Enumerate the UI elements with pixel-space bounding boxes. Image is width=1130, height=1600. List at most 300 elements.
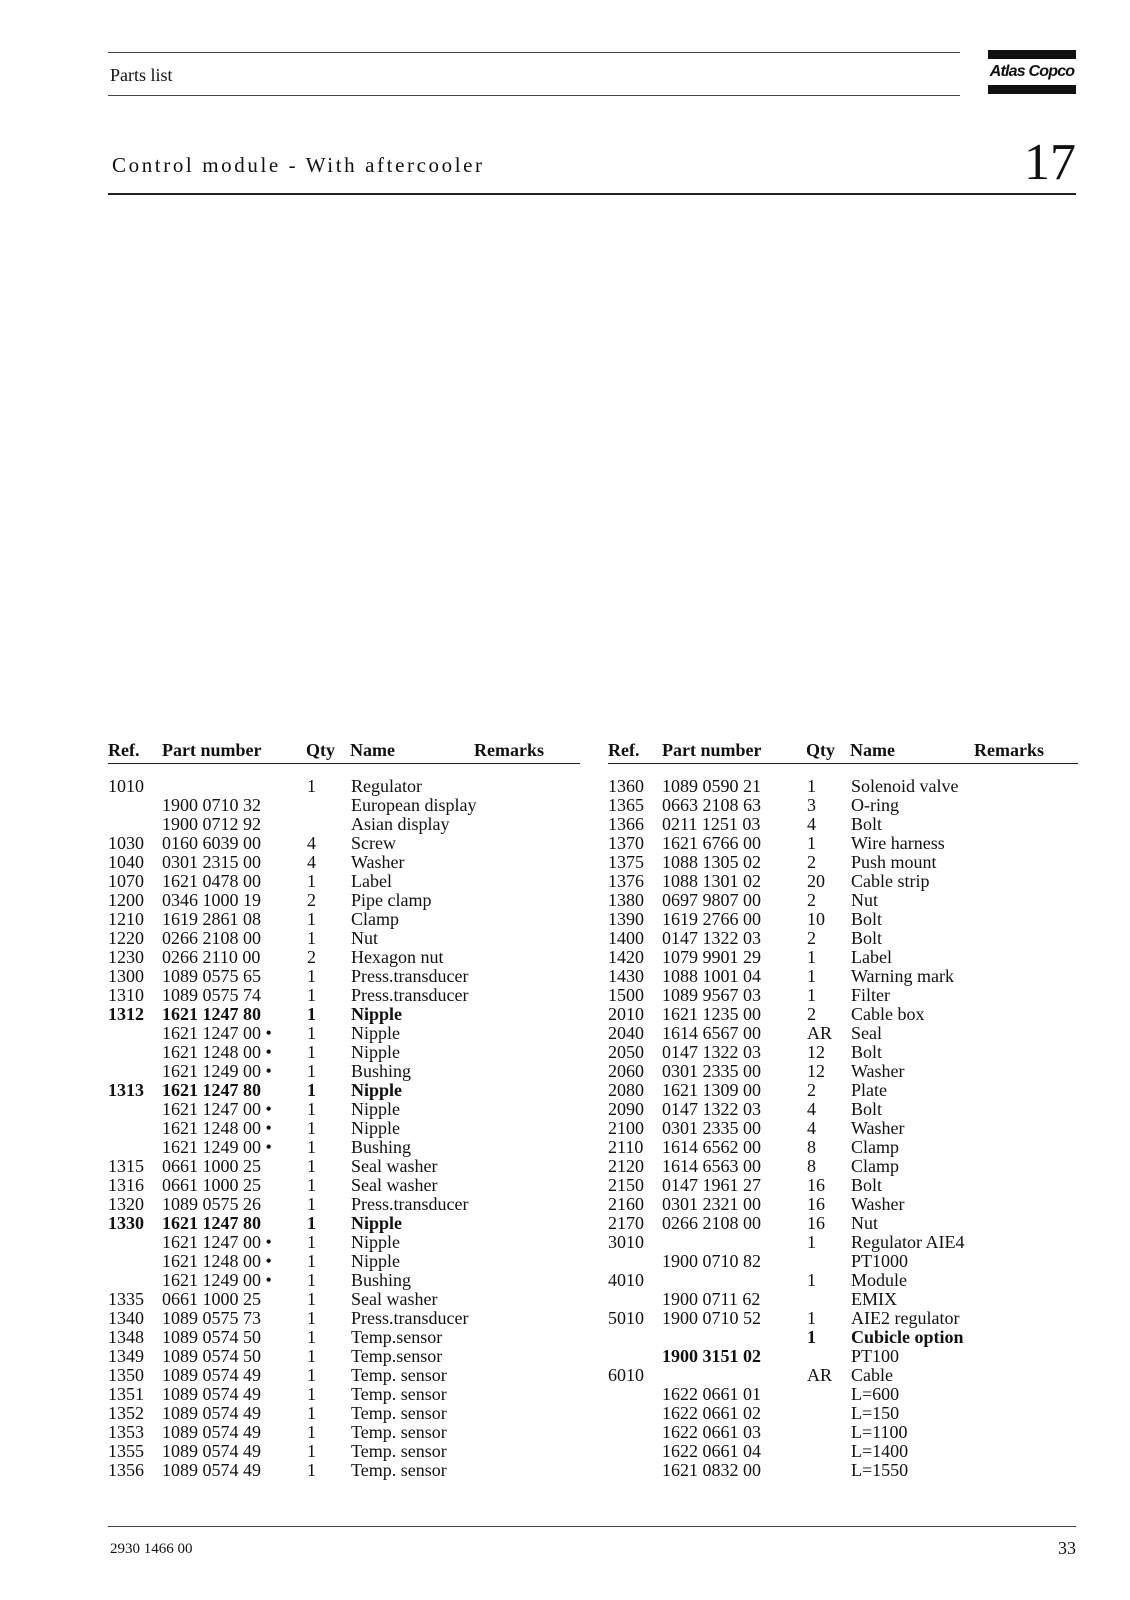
cell-name: Clamp	[851, 1137, 899, 1157]
cell-qty: 1	[307, 1384, 316, 1404]
cell-ref: 2170	[608, 1213, 644, 1233]
table-row	[608, 967, 1078, 986]
col-header-qty: Qty	[806, 740, 835, 760]
cell-name: Press.transducer	[351, 966, 469, 986]
cell-part-number: 0301 2315 00	[162, 852, 261, 872]
cell-qty: 2	[807, 890, 816, 910]
cell-qty: 1	[307, 776, 316, 796]
cell-qty: 1	[307, 1270, 316, 1290]
table-body-right	[608, 777, 1078, 1480]
cell-name: Nipple	[351, 1099, 400, 1119]
cell-name: L=1100	[851, 1422, 908, 1442]
table-row	[608, 1252, 1078, 1271]
cell-name: Cubicle option	[851, 1327, 964, 1347]
cell-part-number: 1089 0574 49	[162, 1384, 261, 1404]
cell-part-number: 1089 0574 49	[162, 1403, 261, 1423]
cell-qty: 1	[307, 1099, 316, 1119]
table-row	[608, 929, 1078, 948]
cell-name: Screw	[351, 833, 396, 853]
table-row	[108, 967, 580, 986]
parts-table-left	[108, 738, 580, 1480]
logo-bar-bottom	[988, 85, 1076, 94]
cell-part-number: 0266 2108 00	[162, 928, 261, 948]
cell-name: Nipple	[351, 1213, 403, 1233]
table-row	[608, 948, 1078, 967]
cell-part-number: 1089 0575 73	[162, 1308, 261, 1328]
parts-table-right	[608, 738, 1078, 1480]
cell-name: Module	[851, 1270, 907, 1290]
logo-bar-top	[988, 50, 1076, 59]
table-header	[608, 738, 1078, 764]
cell-name: Nut	[851, 890, 878, 910]
cell-name: Cable box	[851, 1004, 925, 1024]
cell-qty: 1	[307, 1213, 316, 1233]
cell-part-number: 0661 1000 25	[162, 1156, 261, 1176]
cell-ref: 1370	[608, 833, 644, 853]
cell-name: Label	[351, 871, 392, 891]
cell-ref: 1070	[108, 871, 144, 891]
cell-ref: 6010	[608, 1365, 644, 1385]
cell-name: Regulator	[351, 776, 422, 796]
title-rule	[108, 193, 1076, 195]
table-row	[108, 1328, 580, 1347]
table-row	[108, 1062, 580, 1081]
cell-name: Bolt	[851, 909, 883, 929]
cell-part-number: 1621 1249 00 •	[162, 1137, 272, 1157]
cell-name: Nipple	[351, 1232, 400, 1252]
table-row	[608, 1404, 1078, 1423]
col-header-part-number: Part number	[662, 740, 762, 760]
table-row	[608, 834, 1078, 853]
cell-qty: 1	[307, 1175, 316, 1195]
cell-ref: 1315	[108, 1156, 144, 1176]
cell-part-number: 1089 0590 21	[662, 776, 761, 796]
cell-ref: 2090	[608, 1099, 644, 1119]
cell-name: Filter	[851, 985, 890, 1005]
table-row	[108, 1214, 580, 1233]
table-row	[608, 986, 1078, 1005]
table-row	[108, 853, 580, 872]
table-row	[608, 1423, 1078, 1442]
cell-part-number: 1088 1001 04	[662, 966, 761, 986]
cell-ref: 1365	[608, 795, 644, 815]
cell-name: Solenoid valve	[851, 776, 959, 796]
cell-ref: 1500	[608, 985, 644, 1005]
cell-part-number: 0301 2335 00	[662, 1118, 761, 1138]
cell-name: Pipe clamp	[351, 890, 432, 910]
cell-name: L=150	[851, 1403, 900, 1423]
table-row	[608, 891, 1078, 910]
cell-ref: 1220	[108, 928, 144, 948]
page-number: 33	[1058, 1538, 1076, 1558]
cell-qty: 1	[307, 1042, 316, 1062]
cell-ref: 1351	[108, 1384, 144, 1404]
cell-name: Nut	[851, 1213, 878, 1233]
col-header-ref: Ref.	[108, 740, 140, 760]
cell-ref: 1340	[108, 1308, 144, 1328]
cell-name: Hexagon nut	[351, 947, 444, 967]
table-row	[608, 1005, 1078, 1024]
cell-qty: AR	[807, 1023, 833, 1043]
cell-name: Seal	[851, 1023, 882, 1043]
cell-part-number: 1900 0711 62	[662, 1289, 761, 1309]
cell-part-number: 1621 1309 00	[662, 1080, 761, 1100]
cell-ref: 1310	[108, 985, 144, 1005]
cell-part-number: 1622 0661 03	[662, 1422, 761, 1442]
table-row	[608, 910, 1078, 929]
table-row	[108, 1290, 580, 1309]
cell-part-number: 1079 9901 29	[662, 947, 761, 967]
table-row	[608, 1024, 1078, 1043]
cell-name: Press.transducer	[351, 985, 469, 1005]
cell-name: Bushing	[351, 1137, 412, 1157]
table-row	[108, 777, 580, 796]
cell-name: AIE2 regulator	[851, 1308, 960, 1328]
table-row	[108, 834, 580, 853]
cell-qty: 1	[307, 1289, 316, 1309]
cell-part-number: 1621 0832 00	[662, 1460, 761, 1480]
table-row	[608, 1233, 1078, 1252]
cell-qty: 2	[307, 890, 316, 910]
cell-qty: 1	[307, 871, 316, 891]
cell-qty: AR	[807, 1365, 833, 1385]
cell-qty: 1	[307, 966, 316, 986]
table-row	[608, 1138, 1078, 1157]
cell-ref: 1330	[108, 1213, 144, 1233]
cell-part-number: 0211 1251 03	[662, 814, 761, 834]
cell-name: Asian display	[351, 814, 450, 834]
cell-ref: 2110	[608, 1137, 644, 1157]
cell-part-number: 1621 1247 80	[162, 1213, 261, 1233]
cell-qty: 1	[807, 1308, 816, 1328]
cell-ref: 2010	[608, 1004, 644, 1024]
cell-qty: 1	[807, 966, 816, 986]
table-row	[608, 1385, 1078, 1404]
cell-ref: 4010	[608, 1270, 644, 1290]
cell-name: European display	[351, 795, 477, 815]
cell-part-number: 1621 6766 00	[662, 833, 761, 853]
cell-name: Clamp	[851, 1156, 899, 1176]
table-row	[108, 1195, 580, 1214]
cell-name: O-ring	[851, 795, 899, 815]
cell-part-number: 1900 3151 02	[662, 1346, 761, 1366]
cell-qty: 1	[307, 1156, 316, 1176]
cell-name: Nipple	[351, 1023, 400, 1043]
table-row	[108, 872, 580, 891]
cell-part-number: 1622 0661 04	[662, 1441, 761, 1461]
cell-part-number: 1621 1247 00 •	[162, 1023, 272, 1043]
table-row	[108, 1404, 580, 1423]
cell-qty: 1	[307, 1118, 316, 1138]
cell-name: Warning mark	[851, 966, 955, 986]
table-row	[108, 1043, 580, 1062]
cell-ref: 1230	[108, 947, 144, 967]
cell-part-number: 0661 1000 25	[162, 1175, 261, 1195]
cell-name: L=600	[851, 1384, 900, 1404]
cell-ref: 1320	[108, 1194, 144, 1214]
cell-name: PT1000	[851, 1251, 909, 1271]
cell-name: Bushing	[351, 1061, 412, 1081]
cell-name: Nipple	[351, 1042, 400, 1062]
table-row	[608, 815, 1078, 834]
table-row	[108, 1461, 580, 1480]
cell-part-number: 1088 1305 02	[662, 852, 761, 872]
cell-name: Temp. sensor	[351, 1422, 447, 1442]
cell-part-number: 0147 1322 03	[662, 1099, 761, 1119]
cell-name: Temp. sensor	[351, 1441, 447, 1461]
table-row	[108, 1081, 580, 1100]
cell-qty: 1	[307, 1004, 316, 1024]
cell-part-number: 1622 0661 01	[662, 1384, 761, 1404]
cell-part-number: 1619 2861 08	[162, 909, 261, 929]
table-row	[608, 796, 1078, 815]
cell-ref: 1360	[608, 776, 644, 796]
cell-qty: 1	[307, 985, 316, 1005]
cell-qty: 1	[307, 1327, 316, 1347]
cell-ref: 1376	[608, 871, 644, 891]
cell-qty: 12	[807, 1061, 825, 1081]
cell-name: Temp. sensor	[351, 1403, 447, 1423]
cell-ref: 2060	[608, 1061, 644, 1081]
cell-name: Bushing	[351, 1270, 412, 1290]
table-row	[608, 1328, 1078, 1347]
table-row	[608, 1100, 1078, 1119]
cell-name: L=1400	[851, 1441, 909, 1461]
cell-ref: 2080	[608, 1080, 644, 1100]
cell-ref: 1380	[608, 890, 644, 910]
cell-qty: 1	[307, 1403, 316, 1423]
table-row	[608, 1290, 1078, 1309]
cell-name: Bolt	[851, 928, 883, 948]
cell-ref: 1355	[108, 1441, 144, 1461]
cell-qty: 4	[307, 852, 316, 872]
cell-name: Nipple	[351, 1004, 403, 1024]
table-row	[108, 929, 580, 948]
cell-ref: 1300	[108, 966, 144, 986]
table-row	[608, 1309, 1078, 1328]
cell-qty: 8	[807, 1156, 816, 1176]
table-row	[108, 1005, 580, 1024]
table-row	[608, 1461, 1078, 1480]
cell-ref: 1349	[108, 1346, 144, 1366]
col-header-remarks: Remarks	[474, 740, 544, 760]
table-row	[108, 891, 580, 910]
cell-name: Press.transducer	[351, 1194, 469, 1214]
cell-part-number: 1089 0575 74	[162, 985, 261, 1005]
cell-name: Seal washer	[351, 1289, 438, 1309]
cell-qty: 1	[307, 1251, 316, 1271]
cell-name: Push mount	[851, 852, 937, 872]
cell-qty: 1	[307, 1308, 316, 1328]
cell-qty: 3	[807, 795, 816, 815]
header-bottom-rule	[108, 95, 960, 96]
cell-name: Nipple	[351, 1080, 403, 1100]
cell-qty: 12	[807, 1042, 825, 1062]
table-row	[108, 1176, 580, 1195]
section-number: 17	[1024, 134, 1076, 191]
col-header-ref: Ref.	[608, 740, 640, 760]
cell-part-number: 1619 2766 00	[662, 909, 761, 929]
cell-qty: 2	[307, 947, 316, 967]
table-body-left	[108, 777, 580, 1480]
table-row	[108, 1442, 580, 1461]
cell-qty: 16	[807, 1175, 825, 1195]
cell-part-number: 1089 0574 49	[162, 1441, 261, 1461]
cell-name: Regulator AIE4	[851, 1232, 965, 1252]
cell-qty: 1	[307, 1023, 316, 1043]
table-row	[108, 815, 580, 834]
cell-name: Seal washer	[351, 1175, 438, 1195]
table-row	[108, 1366, 580, 1385]
cell-name: Washer	[851, 1118, 905, 1138]
cell-name: Temp. sensor	[351, 1384, 447, 1404]
cell-part-number: 1089 9567 03	[662, 985, 761, 1005]
table-row	[108, 1309, 580, 1328]
cell-part-number: 1089 0574 50	[162, 1346, 261, 1366]
table-row	[108, 986, 580, 1005]
cell-part-number: 1621 1248 00 •	[162, 1251, 272, 1271]
cell-name: PT100	[851, 1346, 900, 1366]
table-row	[608, 1157, 1078, 1176]
cell-name: Washer	[851, 1061, 905, 1081]
cell-part-number: 1621 1247 00 •	[162, 1099, 272, 1119]
page-title: Control module - With aftercooler	[112, 153, 485, 177]
cell-qty: 10	[807, 909, 825, 929]
table-row	[608, 1347, 1078, 1366]
cell-part-number: 0661 1000 25	[162, 1289, 261, 1309]
cell-ref: 1356	[108, 1460, 144, 1480]
cell-part-number: 0697 9807 00	[662, 890, 761, 910]
cell-qty: 1	[307, 1080, 316, 1100]
cell-ref: 1040	[108, 852, 144, 872]
cell-qty: 1	[807, 776, 816, 796]
cell-name: Washer	[351, 852, 405, 872]
table-row	[108, 1024, 580, 1043]
cell-part-number: 1621 1247 00 •	[162, 1232, 272, 1252]
cell-ref: 1390	[608, 909, 644, 929]
cell-ref: 1335	[108, 1289, 144, 1309]
cell-ref: 2050	[608, 1042, 644, 1062]
cell-name: EMIX	[851, 1289, 897, 1309]
cell-name: Nipple	[351, 1118, 400, 1138]
cell-qty: 1	[307, 1137, 316, 1157]
cell-name: Bolt	[851, 1175, 883, 1195]
table-row	[608, 777, 1078, 796]
cell-qty: 1	[307, 1346, 316, 1366]
cell-name: Seal washer	[351, 1156, 438, 1176]
cell-part-number: 1900 0710 52	[662, 1308, 761, 1328]
cell-qty: 1	[307, 1460, 316, 1480]
cell-qty: 1	[807, 1270, 816, 1290]
cell-name: Temp. sensor	[351, 1365, 447, 1385]
cell-part-number: 1614 6562 00	[662, 1137, 761, 1157]
cell-part-number: 0346 1000 19	[162, 890, 261, 910]
cell-part-number: 1089 0574 49	[162, 1422, 261, 1442]
cell-part-number: 0301 2321 00	[662, 1194, 761, 1214]
cell-qty: 2	[807, 1004, 816, 1024]
cell-name: Bolt	[851, 1042, 883, 1062]
cell-part-number: 1621 1249 00 •	[162, 1270, 272, 1290]
cell-ref: 1313	[108, 1080, 144, 1100]
cell-name: Temp.sensor	[351, 1327, 443, 1347]
cell-qty: 1	[307, 1422, 316, 1442]
cell-ref: 2150	[608, 1175, 644, 1195]
cell-part-number: 1621 1249 00 •	[162, 1061, 272, 1081]
cell-part-number: 1621 1247 80	[162, 1080, 261, 1100]
cell-ref: 1400	[608, 928, 644, 948]
cell-qty: 2	[807, 1080, 816, 1100]
cell-ref: 1348	[108, 1327, 144, 1347]
cell-qty: 4	[807, 814, 816, 834]
cell-ref: 1375	[608, 852, 644, 872]
footer-rule	[108, 1526, 1076, 1527]
cell-ref: 1312	[108, 1004, 144, 1024]
table-row	[608, 1119, 1078, 1138]
cell-name: Bolt	[851, 1099, 883, 1119]
table-row	[108, 1385, 580, 1404]
cell-name: Temp.sensor	[351, 1346, 443, 1366]
table-row	[108, 1271, 580, 1290]
table-row	[108, 1157, 580, 1176]
col-header-qty: Qty	[306, 740, 335, 760]
cell-qty: 1	[307, 1194, 316, 1214]
col-header-remarks: Remarks	[974, 740, 1044, 760]
col-header-name: Name	[850, 740, 895, 760]
cell-name: Wire harness	[851, 833, 945, 853]
cell-part-number: 1089 0575 65	[162, 966, 261, 986]
header-top-rule	[108, 52, 960, 53]
table-row	[608, 1081, 1078, 1100]
table-row	[108, 1252, 580, 1271]
cell-qty: 20	[807, 871, 825, 891]
table-row	[608, 1214, 1078, 1233]
cell-qty: 1	[307, 1232, 316, 1252]
cell-name: Clamp	[351, 909, 399, 929]
cell-ref: 1430	[608, 966, 644, 986]
cell-ref: 1353	[108, 1422, 144, 1442]
brand-logo	[988, 50, 1076, 94]
cell-part-number: 1621 1248 00 •	[162, 1118, 272, 1138]
cell-qty: 2	[807, 852, 816, 872]
table-row	[608, 1442, 1078, 1461]
cell-part-number: 1614 6567 00	[662, 1023, 761, 1043]
table-row	[608, 1043, 1078, 1062]
cell-qty: 1	[807, 1232, 816, 1252]
cell-qty: 1	[807, 985, 816, 1005]
cell-part-number: 0147 1322 03	[662, 1042, 761, 1062]
cell-part-number: 1621 1235 00	[662, 1004, 761, 1024]
cell-ref: 1350	[108, 1365, 144, 1385]
cell-part-number: 0663 2108 63	[662, 795, 761, 815]
table-row	[108, 1423, 580, 1442]
cell-name: Washer	[851, 1194, 905, 1214]
cell-part-number: 1622 0661 02	[662, 1403, 761, 1423]
cell-qty: 1	[307, 1365, 316, 1385]
cell-qty: 4	[807, 1118, 816, 1138]
cell-ref: 1366	[608, 814, 644, 834]
cell-ref: 1030	[108, 833, 144, 853]
table-row	[108, 796, 580, 815]
cell-name: Press.transducer	[351, 1308, 469, 1328]
table-row	[108, 1233, 580, 1252]
cell-qty: 1	[307, 1061, 316, 1081]
cell-ref: 1200	[108, 890, 144, 910]
cell-part-number: 0147 1322 03	[662, 928, 761, 948]
cell-name: L=1550	[851, 1460, 909, 1480]
cell-qty: 1	[307, 1441, 316, 1461]
cell-part-number: 0301 2335 00	[662, 1061, 761, 1081]
cell-part-number: 1088 1301 02	[662, 871, 761, 891]
